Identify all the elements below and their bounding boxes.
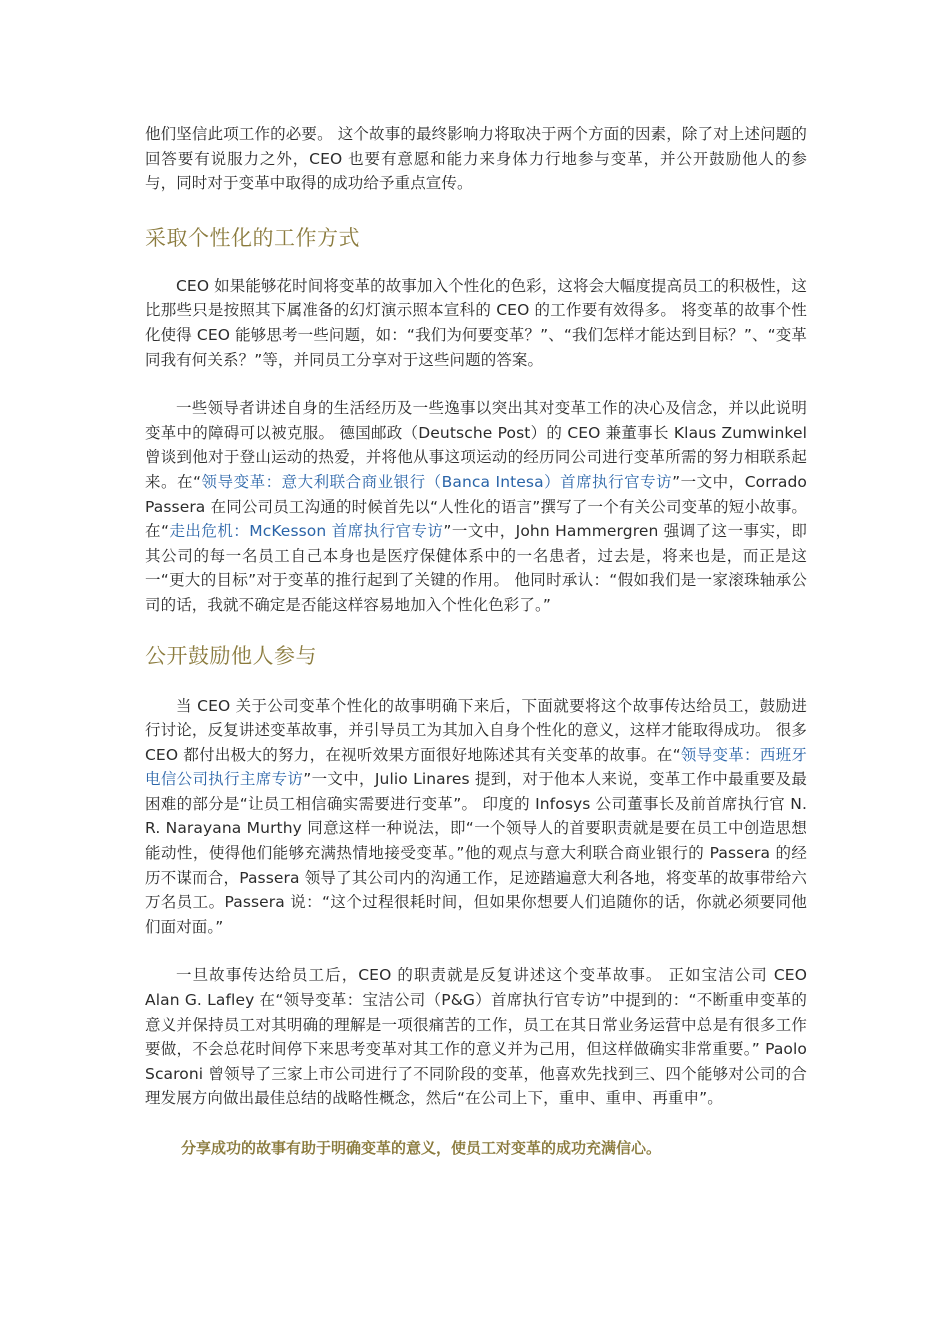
article-link-telefonica[interactable]: 领导变革：西班牙电信公司执行主席专访 bbox=[145, 745, 807, 789]
paragraph-text: ”一文中，John Hammergren 强调了这一事实，即其公司的每一名员工自己本身也是医疗保健体系中的一名患者，过去是，将来也是，而正是这一“更大的目标”对于变革的推行起到了关键的作用。 他同时承认：“假如我们是一家滚珠轴承公司的话，我就不确定是否能这样容易地加入个性化色彩了。” bbox=[145, 522, 808, 614]
paragraph-encourage bbox=[145, 694, 807, 940]
paragraph-text: 一些领导者讲述自身的生活经历及一些逸事以突出其对变革工作的决心及信念，并以此说明变革中的障碍可以被克服。 德国邮政（Deutsche Post）的 CEO 兼董事长 Klaus Zumwinkel 曾谈到他对于登山运动的热爱，并将他从事这项运动的经历同公司进行变革所需的努力相联系起来。在“ bbox=[145, 399, 807, 491]
paragraph-personalize: CEO 如果能够花时间将变革的故事加入个性化的色彩，这将会大幅度提高员工的积极性，这比那些只是按照其下属准备的幻灯演示照本宣科的 CEO 的工作要有效得多。 将变革的故事个性化使得 CEO 能够思考一些问题，如：“我们为何要变革？”、“我们怎样才能达到目标？”、“变革同我有何关系？”等，并同员工分享对于这些问题的答案。 bbox=[145, 276, 807, 369]
article-body bbox=[145, 122, 807, 1158]
paragraph-text: ”一文中，Corrado Passera 在同公司员工沟通的时候首先以“人性化的语言”撰写了一个有关公司变革的短小故事。在“ bbox=[145, 472, 807, 541]
paragraph-text: 当 CEO 关于公司变革个性化的故事明确下来后，下面就要将这个故事传达给员工，鼓励进行讨论，反复讲述变革故事，并引导员工为其加入自身个性化的意义，这样才能取得成功。 很多 CEO 都付出极大的努力，在视听效果方面很好地陈述其有关变革的故事。在“ bbox=[145, 696, 807, 764]
article-link-mckesson[interactable]: 走出危机：McKesson 首席执行官专访 bbox=[169, 522, 444, 541]
article-link-banca-intesa[interactable]: 领导变革：意大利联合商业银行（Banca Intesa）首席执行官专访 bbox=[201, 472, 673, 491]
section-heading-personalize: 采取个性化的工作方式 bbox=[145, 225, 360, 250]
paragraph-repeat-story: 一旦故事传达给员工后，CEO 的职责就是反复讲述这个变革故事。 正如宝洁公司 CEO Alan G. Lafley 在“领导变革：宝洁公司（P&G）首席执行官专访”中提到的：“不断重申变革的意义并保持员工对其明确的理解是一项很痛苦的工作，员工在其日常业务运营中总是有很多工作要做，不会总花时间停下来思考变革对其工作的意义并为己用，但这样做确实非常重要。” Paolo Scaroni 曾领导了三家上市公司进行了不同阶段的变革，他喜欢先找到三、四个能够对公司的合理发展方向做出最佳总结的战略性概念，然后“在公司上下，重申、重申、再重申”。 bbox=[145, 966, 807, 1108]
paragraph-text: ”一文中，Julio Linares 提到，对于他本人来说，变革工作中最重要及最困难的部分是“让员工相信确实需要进行变革”。 印度的 Infosys 公司董事长及前首席执行官 N. R. Narayana Murthy 同意这样一种说法，即“一个领导人的首要职责就是要在员工中创造思想能动性，使得他们能够充满热情地接受变革。”他的观点与意大利联合商业银行的 Passera 的经历不谋而合，Passera 领导了其公司内的沟通工作，足迹踏遍意大利各地，将变革的故事带给六万名员工。Passera 说：“这个过程很耗时间，但如果你想要人们追随你的话，你就必须要同他们面对面。” bbox=[145, 770, 807, 936]
highlight-callout: 分享成功的故事有助于明确变革的意义，使员工对变革的成功充满信心。 bbox=[181, 1139, 662, 1157]
paragraph-intro: 他们坚信此项工作的必要。 这个故事的最终影响力将取决于两个方面的因素，除了对上述问题的回答要有说服力之外，CEO 也要有意愿和能力来身体力行地参与变革，并公开鼓励他人的参与，同时对于变革中取得的成功给予重点宣传。 bbox=[145, 125, 807, 193]
section-heading-encourage: 公开鼓励他人参与 bbox=[145, 643, 317, 668]
paragraph-leader-stories bbox=[145, 396, 807, 617]
